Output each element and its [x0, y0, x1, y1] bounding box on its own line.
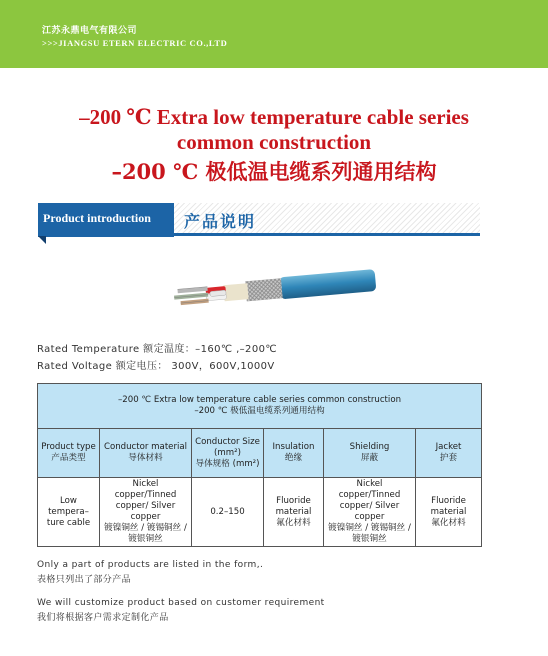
- section-tab-fold: [38, 236, 46, 244]
- page-title-line-1: –200 ℃ Extra low temperature cable series: [79, 105, 469, 129]
- rated-temperature: Rated Temperature 额定温度：–160℃ ,–200℃: [37, 344, 277, 355]
- section-title-en: Product introduction: [43, 211, 151, 225]
- cable-conductor-1: [177, 287, 207, 294]
- table-caption: [38, 384, 482, 429]
- header-conductor-size: Conductor Size (mm²) 导体规格 (mm²): [192, 429, 264, 478]
- note-partial-en: Only a part of products are listed in the form,.: [37, 560, 264, 570]
- page-title-cn: –200 ℃ 极低温电缆系列通用结构: [111, 159, 437, 184]
- cell-jacket: Fluoride material 氟化材料: [416, 478, 482, 547]
- table-row: [38, 478, 482, 547]
- note-custom-en: We will customize product based on customer requirement: [37, 598, 325, 608]
- cable-product-image: [168, 268, 378, 314]
- table-caption-en: –200 ℃ Extra low temperature cable series common construction: [118, 395, 402, 405]
- company-name-en: >>>JIANGSU ETERN ELECTRIC CO.,LTD: [42, 38, 228, 48]
- header-conductor-material: Conductor material 导体材料: [100, 429, 192, 478]
- header-insulation: Insulation 绝缘: [264, 429, 324, 478]
- cell-product-type: Low tempera–ture cable: [38, 478, 100, 547]
- header-product-type: Product type 产品类型: [38, 429, 100, 478]
- table-caption-cn: –200 ℃ 极低温电缆系列通用结构: [194, 406, 325, 416]
- construction-table: [37, 383, 482, 547]
- cable-wrap: [223, 283, 248, 301]
- cable-braid-shield: [245, 278, 283, 301]
- note-partial-cn: 表格只列出了部分产品: [37, 575, 132, 585]
- cable-jacket: [279, 269, 377, 299]
- header-jacket: Jacket 护套: [416, 429, 482, 478]
- cell-conductor-material: Nickel copper/Tinned copper/ Silver copper 镀镍铜丝 / 镀锡铜丝 / 镀银铜丝: [100, 478, 192, 547]
- cell-insulation: Fluoride material 氟化材料: [264, 478, 324, 547]
- cell-shielding: Nickel copper/Tinned copper/ Silver copper 镀镍铜丝 / 镀锡铜丝 / 镀银铜丝: [324, 478, 416, 547]
- note-custom-cn: 我们将根据客户需求定制化产品: [37, 613, 169, 623]
- company-name-cn: 江苏永鼎电气有限公司: [42, 26, 138, 36]
- cell-conductor-size: 0.2–150: [192, 478, 264, 547]
- rated-voltage: Rated Voltage 额定电压： 300V，600V,1000V: [37, 361, 275, 372]
- page-title-line-2: common construction: [176, 130, 372, 154]
- section-title-cn: 产品说明: [184, 212, 257, 231]
- header-shielding: Shielding 屏蔽: [324, 429, 416, 478]
